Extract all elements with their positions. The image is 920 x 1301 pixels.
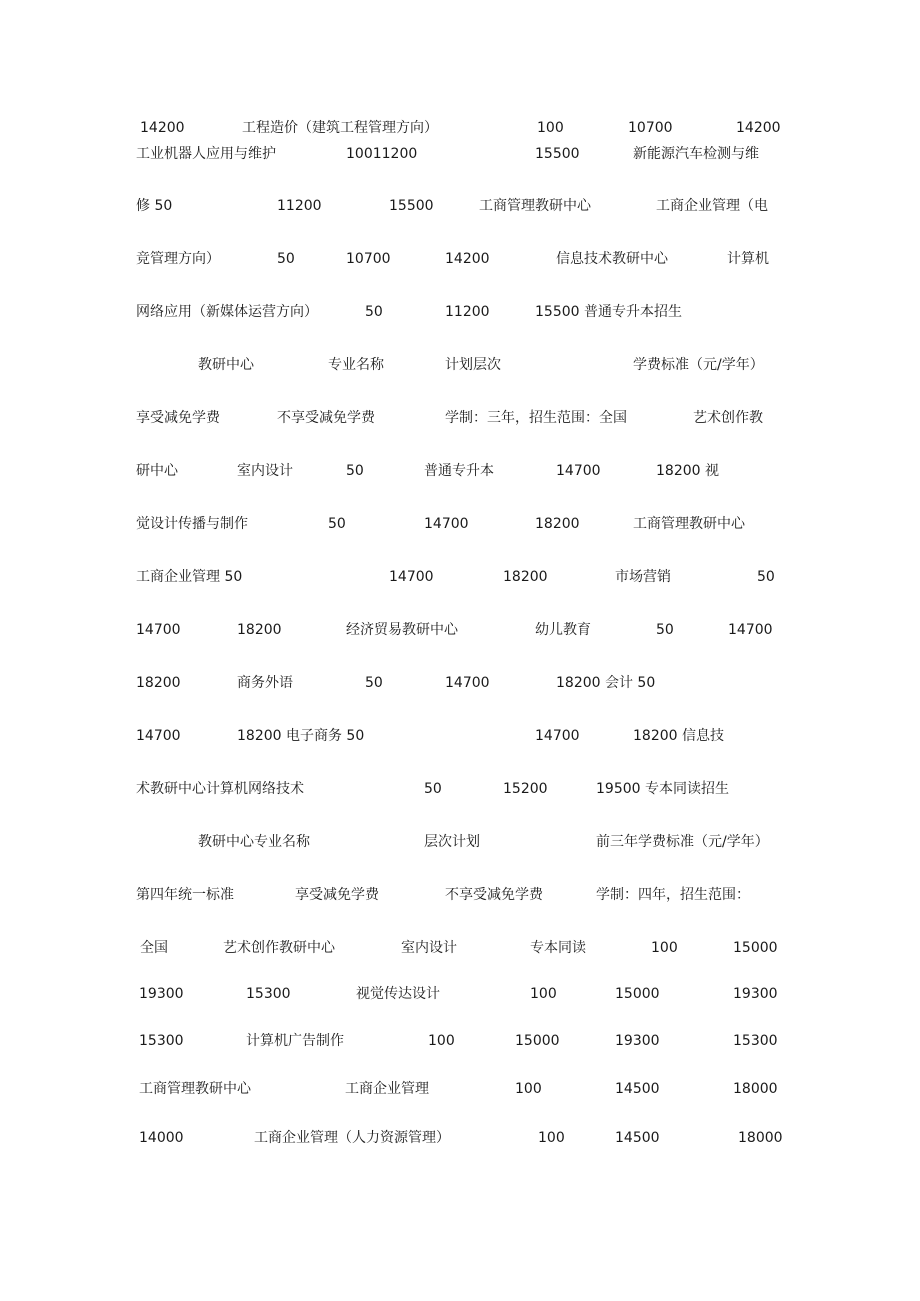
text-line xyxy=(0,408,920,428)
text-cell: 享受减免学费 xyxy=(295,887,379,903)
text-cell: 18000 xyxy=(738,1130,783,1146)
text-cell: 15300 xyxy=(733,1033,778,1049)
text-line xyxy=(0,832,920,852)
text-cell: 享受减免学费 xyxy=(136,410,220,426)
text-cell: 工商管理教研中心 xyxy=(139,1081,251,1097)
text-cell: 18200 xyxy=(535,516,580,532)
text-cell: 15000 xyxy=(615,986,660,1002)
text-cell: 工商企业管理（电 xyxy=(656,198,768,214)
text-cell: 计算机 xyxy=(727,251,769,267)
text-cell: 学制：四年，招生范围： xyxy=(596,887,750,903)
text-cell: 工商管理教研中心 xyxy=(479,198,591,214)
text-cell: 19500 专本同读招生 xyxy=(596,781,729,797)
text-cell: 艺术创作教 xyxy=(693,410,763,426)
text-line xyxy=(0,779,920,799)
text-cell: 术教研中心计算机网络技术 xyxy=(136,781,304,797)
text-cell: 15000 xyxy=(733,940,778,956)
text-line xyxy=(0,144,920,164)
text-cell: 18200 信息技 xyxy=(633,728,724,744)
text-cell: 18200 会计 50 xyxy=(556,675,656,691)
text-cell: 10700 xyxy=(346,251,391,267)
text-line xyxy=(0,984,920,1004)
text-cell: 修 50 xyxy=(136,198,173,214)
text-cell: 前三年学费标准（元/学年） xyxy=(596,834,769,850)
text-cell: 14700 xyxy=(424,516,469,532)
text-line xyxy=(0,673,920,693)
text-cell: 15500 普通专升本招生 xyxy=(535,304,682,320)
text-line xyxy=(0,1079,920,1099)
text-cell: 不享受减免学费 xyxy=(277,410,375,426)
text-cell: 15300 xyxy=(246,986,291,1002)
text-cell: 视觉传达设计 xyxy=(356,986,440,1002)
text-cell: 14700 xyxy=(535,728,580,744)
text-cell: 50 xyxy=(328,516,346,532)
text-line xyxy=(0,355,920,375)
text-cell: 19300 xyxy=(139,986,184,1002)
text-cell: 第四年统一标准 xyxy=(136,887,234,903)
text-cell: 11200 xyxy=(277,198,322,214)
text-cell: 商务外语 xyxy=(237,675,293,691)
text-cell: 14700 xyxy=(389,569,434,585)
text-cell: 工商企业管理 50 xyxy=(136,569,243,585)
text-cell: 工商企业管理（人力资源管理） xyxy=(254,1130,450,1146)
text-line xyxy=(0,726,920,746)
text-line xyxy=(0,196,920,216)
text-cell: 全国 xyxy=(140,940,168,956)
text-cell: 教研中心 xyxy=(198,357,254,373)
text-cell: 工商企业管理 xyxy=(345,1081,429,1097)
text-cell: 19300 xyxy=(615,1033,660,1049)
text-line xyxy=(0,302,920,322)
text-cell: 100 xyxy=(515,1081,542,1097)
text-cell: 50 xyxy=(424,781,442,797)
text-line xyxy=(0,249,920,269)
text-cell: 100 xyxy=(530,986,557,1002)
text-cell: 11200 xyxy=(445,304,490,320)
text-cell: 计算机广告制作 xyxy=(246,1033,344,1049)
text-cell: 新能源汽车检测与维 xyxy=(633,146,759,162)
text-cell: 50 xyxy=(757,569,775,585)
text-cell: 计划层次 xyxy=(445,357,501,373)
text-cell: 教研中心专业名称 xyxy=(198,834,310,850)
text-cell: 18200 xyxy=(503,569,548,585)
text-cell: 19300 xyxy=(733,986,778,1002)
text-cell: 层次计划 xyxy=(424,834,480,850)
text-cell: 14000 xyxy=(139,1130,184,1146)
text-cell: 艺术创作教研中心 xyxy=(223,940,335,956)
text-cell: 竞管理方向） xyxy=(136,251,220,267)
text-cell: 15000 xyxy=(515,1033,560,1049)
text-cell: 15500 xyxy=(389,198,434,214)
text-cell: 18200 电子商务 50 xyxy=(237,728,365,744)
text-cell: 普通专升本 xyxy=(424,463,494,479)
text-cell: 14700 xyxy=(556,463,601,479)
text-cell: 14200 xyxy=(445,251,490,267)
text-cell: 100 xyxy=(538,1130,565,1146)
text-cell: 信息技术教研中心 xyxy=(556,251,668,267)
text-cell: 50 xyxy=(277,251,295,267)
text-cell: 15500 xyxy=(535,146,580,162)
text-cell: 室内设计 xyxy=(401,940,457,956)
text-cell: 工商管理教研中心 xyxy=(633,516,745,532)
text-cell: 100 xyxy=(537,120,564,136)
text-line xyxy=(0,885,920,905)
text-cell: 15200 xyxy=(503,781,548,797)
text-cell: 100 xyxy=(651,940,678,956)
text-line xyxy=(0,1031,920,1051)
text-line xyxy=(0,1128,920,1148)
text-cell: 18200 xyxy=(237,622,282,638)
text-cell: 14200 xyxy=(736,120,781,136)
text-cell: 幼儿教育 xyxy=(535,622,591,638)
text-cell: 14500 xyxy=(615,1130,660,1146)
text-cell: 学费标准（元/学年） xyxy=(633,357,764,373)
text-line xyxy=(0,938,920,958)
text-cell: 经济贸易教研中心 xyxy=(346,622,458,638)
text-cell: 50 xyxy=(656,622,674,638)
text-cell: 工业机器人应用与维护 xyxy=(136,146,276,162)
text-cell: 学制：三年，招生范围：全国 xyxy=(445,410,627,426)
text-cell: 14500 xyxy=(615,1081,660,1097)
text-cell: 14700 xyxy=(136,622,181,638)
text-cell: 14700 xyxy=(728,622,773,638)
text-cell: 14700 xyxy=(136,728,181,744)
text-cell: 市场营销 xyxy=(615,569,671,585)
text-cell: 专业名称 xyxy=(328,357,384,373)
text-cell: 网络应用（新媒体运营方向） xyxy=(136,304,318,320)
text-line xyxy=(0,620,920,640)
text-line xyxy=(0,461,920,481)
text-line xyxy=(0,567,920,587)
text-line xyxy=(0,514,920,534)
text-cell: 100 xyxy=(428,1033,455,1049)
text-cell: 50 xyxy=(365,304,383,320)
text-cell: 18200 xyxy=(136,675,181,691)
text-cell: 14200 xyxy=(140,120,185,136)
text-line xyxy=(0,118,920,138)
text-cell: 18200 视 xyxy=(656,463,719,479)
text-cell: 觉设计传播与制作 xyxy=(136,516,248,532)
text-cell: 15300 xyxy=(139,1033,184,1049)
text-cell: 50 xyxy=(346,463,364,479)
text-cell: 50 xyxy=(365,675,383,691)
text-cell: 10700 xyxy=(628,120,673,136)
text-cell: 不享受减免学费 xyxy=(445,887,543,903)
text-cell: 10011200 xyxy=(346,146,418,162)
text-cell: 18000 xyxy=(733,1081,778,1097)
text-cell: 14700 xyxy=(445,675,490,691)
text-cell: 室内设计 xyxy=(237,463,293,479)
text-cell: 研中心 xyxy=(136,463,178,479)
text-cell: 专本同读 xyxy=(530,940,586,956)
text-cell: 工程造价（建筑工程管理方向） xyxy=(242,120,438,136)
